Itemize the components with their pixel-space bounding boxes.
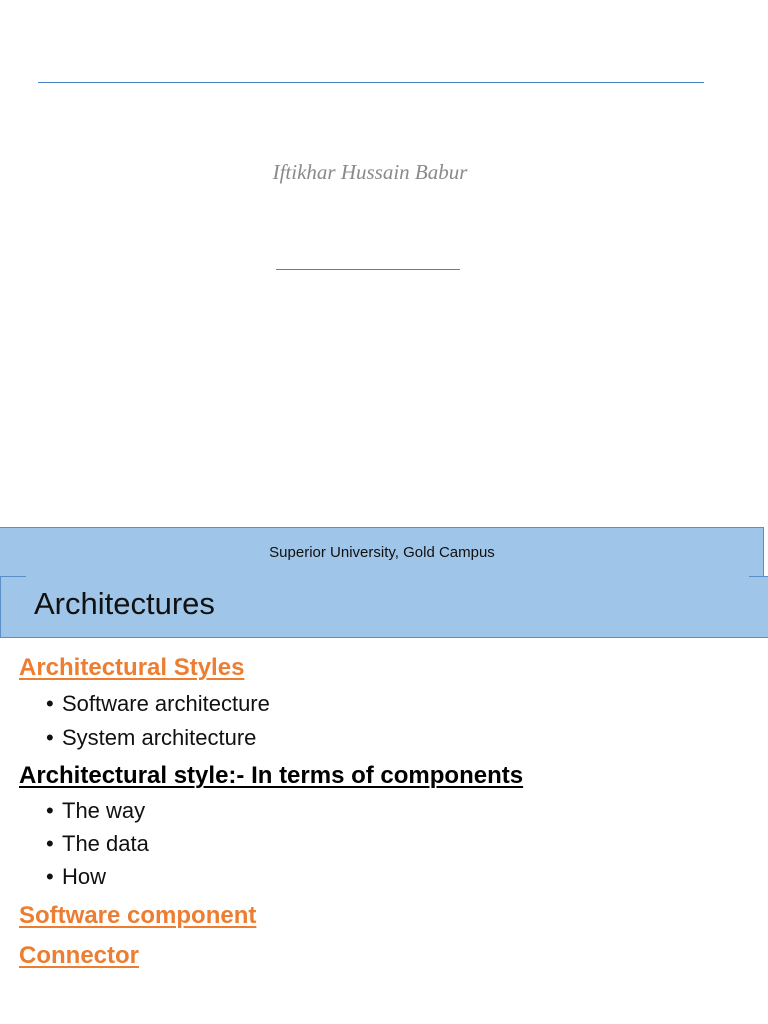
bullet-icon: • — [46, 864, 54, 889]
author-name: Iftikhar Hussain Babur — [272, 160, 468, 184]
list-item — [46, 725, 256, 751]
list-item-label: Software architecture — [62, 691, 270, 716]
list-item — [46, 864, 106, 890]
bullet-icon: • — [46, 691, 54, 716]
heading-software-component: Software component — [19, 902, 257, 929]
bullet-icon: • — [46, 831, 54, 856]
campus-banner — [0, 527, 764, 576]
list-item-label: The way — [62, 798, 146, 823]
bullet-icon: • — [46, 725, 54, 750]
list-item-label: System architecture — [62, 725, 257, 750]
list-item-label: The data — [62, 831, 149, 856]
top-divider-line — [38, 82, 704, 83]
slide-title: Architectures — [34, 586, 215, 621]
heading-architectural-styles: Architectural Styles — [19, 654, 245, 681]
banner-tick-left — [0, 576, 26, 577]
bullet-icon: • — [46, 798, 54, 823]
list-item — [46, 831, 149, 857]
campus-name: Superior University, Gold Campus — [269, 544, 495, 561]
list-item — [46, 798, 145, 824]
mid-divider-line — [276, 269, 460, 270]
list-item — [46, 691, 270, 717]
banner-tick-right — [749, 576, 768, 577]
list-item-label: How — [62, 864, 107, 889]
heading-connector: Connector — [19, 942, 139, 969]
heading-architectural-style-definition: Architectural style:- In terms of components — [19, 762, 524, 789]
